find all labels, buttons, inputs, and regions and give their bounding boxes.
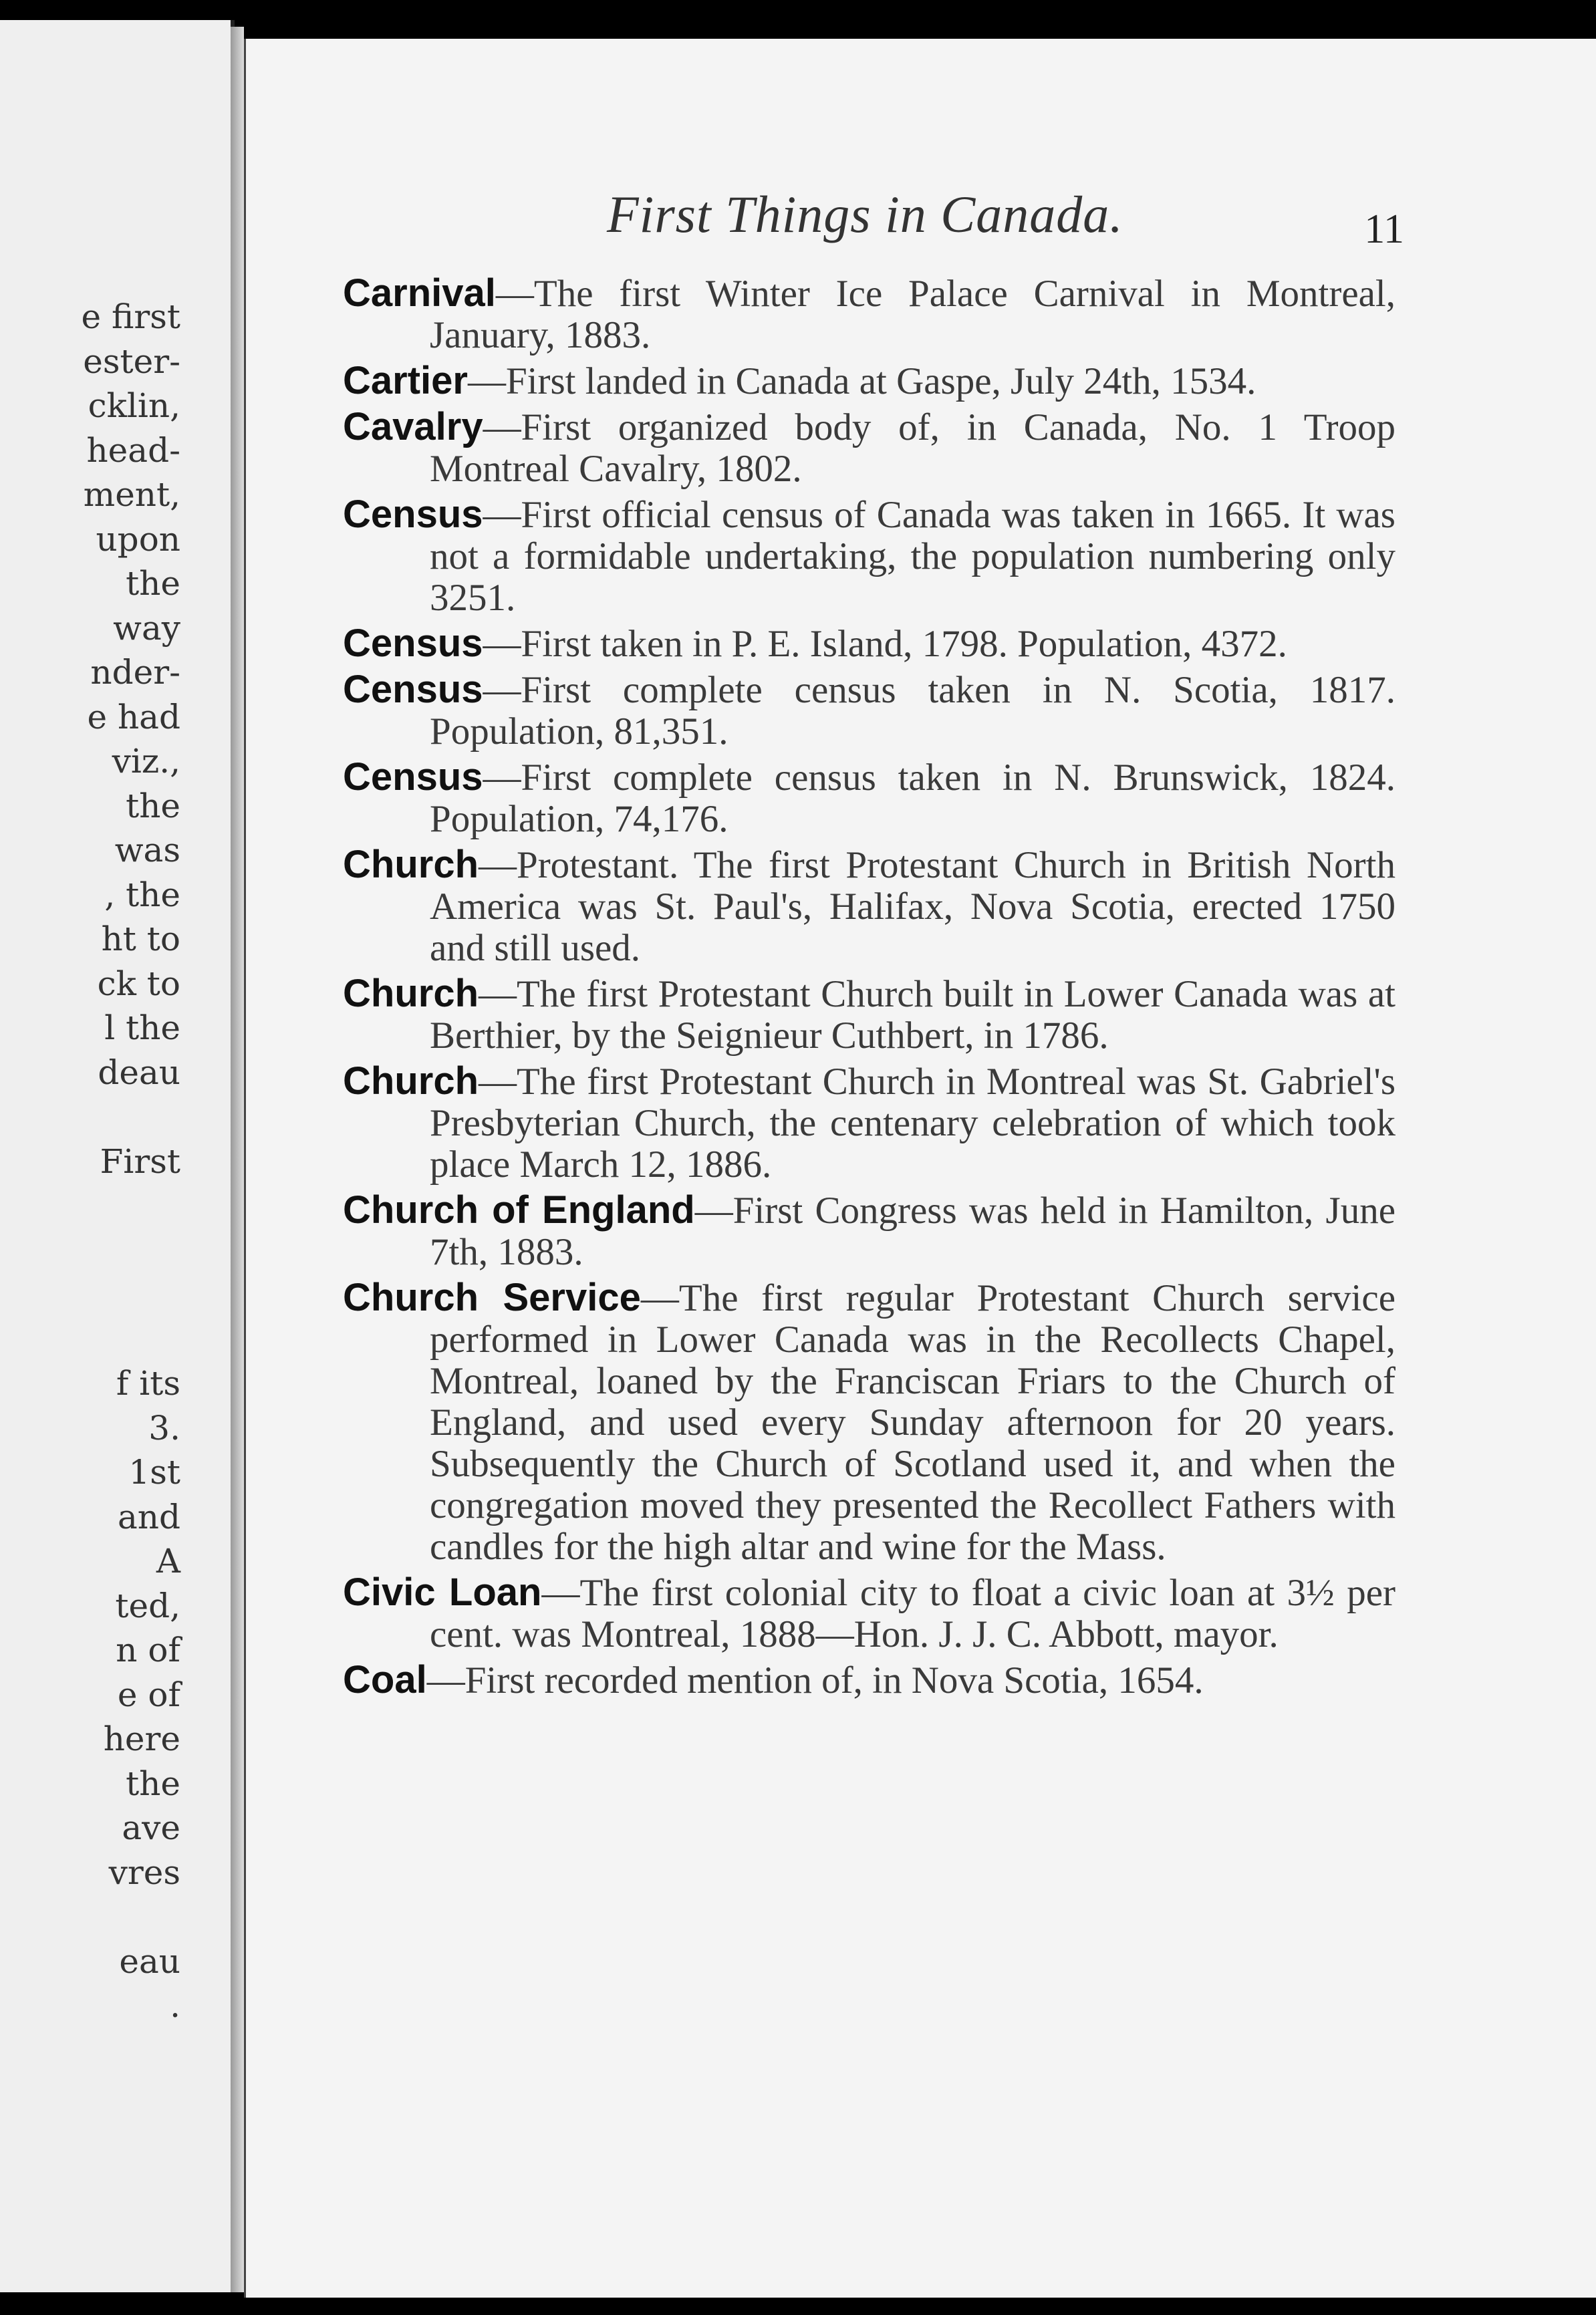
entry-text: —First Congress was held in Hamilton, June 7th, 1883.: [430, 1190, 1395, 1273]
left-page-fragment: vres: [108, 1853, 180, 1892]
entry-text: —The first Protestant Church in Montreal was St. Gabriel's Presbyterian Church, the centenary celebration of which took place March 12, 1886.: [430, 1061, 1395, 1186]
left-page-fragment: e of: [117, 1675, 180, 1714]
left-page-margin: [0, 20, 235, 2292]
left-page-fragment: here: [103, 1720, 180, 1758]
dictionary-entry: [343, 1061, 1395, 1186]
entry-text: —The first Winter Ice Palace Carnival in Montreal, January, 1883.: [430, 273, 1395, 356]
entry-text: —First landed in Canada at Gaspe, July 24th, 1534.: [467, 360, 1256, 402]
dictionary-entry: [343, 669, 1395, 753]
left-page-fragment: way: [113, 608, 180, 648]
left-page-fragment: head-: [86, 430, 180, 470]
left-page-fragment: e first: [81, 297, 180, 336]
dictionary-entry: [343, 1659, 1395, 1701]
entry-headword: Church Service: [343, 1276, 641, 1319]
entry-text: —Protestant. The first Protestant Church in British North America was St. Paul's, Halifax, Nova Scotia, erected 1750 and still used.: [430, 844, 1395, 969]
entry-headword: Church: [343, 843, 479, 886]
entries-list: [343, 273, 1395, 1706]
left-page-fragment: and: [117, 1497, 180, 1536]
left-page-fragment: ck to: [97, 964, 180, 1003]
page-number: 11: [1364, 207, 1404, 252]
entry-headword: Census: [343, 668, 483, 711]
left-page-fragment: ment,: [83, 475, 180, 514]
book-gutter: [231, 27, 244, 2292]
dictionary-entry: [343, 973, 1395, 1057]
dictionary-entry: [343, 494, 1395, 619]
entry-headword: Civic Loan: [343, 1571, 542, 1614]
left-page-fragment: e had: [87, 697, 180, 736]
dictionary-entry: [343, 623, 1395, 665]
left-page-fragment: ester-: [83, 342, 180, 381]
entry-headword: Cavalry: [343, 405, 483, 448]
entry-headword: Coal: [343, 1658, 427, 1701]
dictionary-entry: [343, 1277, 1395, 1568]
entry-headword: Church: [343, 972, 479, 1015]
entry-text: —The first Protestant Church built in Lower Canada was at Berthier, by the Seignieur Cuthbert, in 1786.: [430, 973, 1395, 1057]
dictionary-entry: [343, 406, 1395, 490]
entry-headword: Church: [343, 1059, 479, 1103]
dictionary-entry: [343, 360, 1395, 402]
left-page-fragment: 3.: [148, 1408, 180, 1448]
entry-text: —First complete census taken in N. Scotia, 1817. Population, 81,351.: [430, 669, 1395, 753]
left-page-fragment: n of: [116, 1631, 180, 1669]
book-page: [244, 39, 1596, 2298]
dictionary-entry: [343, 273, 1395, 356]
entry-text: —The first regular Protestant Church service performed in Lower Canada was in the Recollects Chapel, Montreal, loaned by the Franciscan Friars to the Church of England, and used every Sunday afternoon for 20 years. Subsequently the Church of Scotland used it, and when the congregation moved they presented the Recollect Fathers with candles for the high altar and wine for the Mass.: [430, 1277, 1395, 1568]
entry-text: —First organized body of, in Canada, No. 1 Troop Montreal Cavalry, 1802.: [430, 406, 1395, 490]
dictionary-entry: [343, 1572, 1395, 1655]
entry-text: —First official census of Canada was taken in 1665. It was not a formidable undertaking, the population numbering only 3251.: [430, 494, 1395, 619]
left-page-fragment: upon: [96, 519, 180, 559]
dictionary-entry: [343, 1190, 1395, 1273]
entry-headword: Cartier: [343, 359, 468, 402]
left-page-fragment: cklin,: [88, 386, 180, 425]
left-page-fragment: viz.,: [112, 742, 180, 781]
left-page-fragment: f its: [116, 1364, 180, 1403]
left-page-fragment: was: [114, 831, 180, 869]
left-page-fragment: the: [126, 564, 180, 603]
entry-headword: Census: [343, 755, 483, 799]
dictionary-entry: [343, 757, 1395, 840]
entry-headword: Census: [343, 493, 483, 536]
left-page-fragment: ted,: [115, 1586, 180, 1625]
left-page-fragment: l the: [104, 1008, 180, 1047]
left-page-fragment: .: [170, 1986, 180, 2025]
entry-text: —The first colonial city to float a civic loan at 3½ per cent. was Montreal, 1888—Hon. J. J. C. Abbott, mayor.: [430, 1572, 1395, 1655]
left-page-fragment: the: [126, 1764, 180, 1803]
left-page-fragment: eau: [119, 1941, 180, 1981]
left-page-fragment: First: [100, 1141, 180, 1181]
entry-text: —First taken in P. E. Island, 1798. Population, 4372.: [483, 623, 1287, 665]
entry-text: —First recorded mention of, in Nova Scotia, 1654.: [426, 1659, 1204, 1701]
entry-headword: Carnival: [343, 271, 496, 315]
left-page-fragment: nder-: [90, 653, 180, 692]
dictionary-entry: [343, 844, 1395, 969]
left-page-fragment: ave: [122, 1808, 180, 1847]
entry-headword: Census: [343, 622, 483, 665]
left-page-fragment: , the: [104, 875, 180, 914]
left-page-fragment: 1st: [128, 1453, 180, 1492]
left-page-fragment: ht to: [101, 920, 180, 958]
left-page-fragment: deau: [98, 1053, 180, 1092]
entry-text: —First complete census taken in N. Brunswick, 1824. Population, 74,176.: [430, 757, 1395, 840]
left-page-fragment: the: [126, 786, 180, 825]
entry-headword: Church of England: [343, 1188, 695, 1232]
left-page-fragment: A: [156, 1542, 180, 1581]
running-head: First Things in Canada.: [607, 185, 1123, 243]
